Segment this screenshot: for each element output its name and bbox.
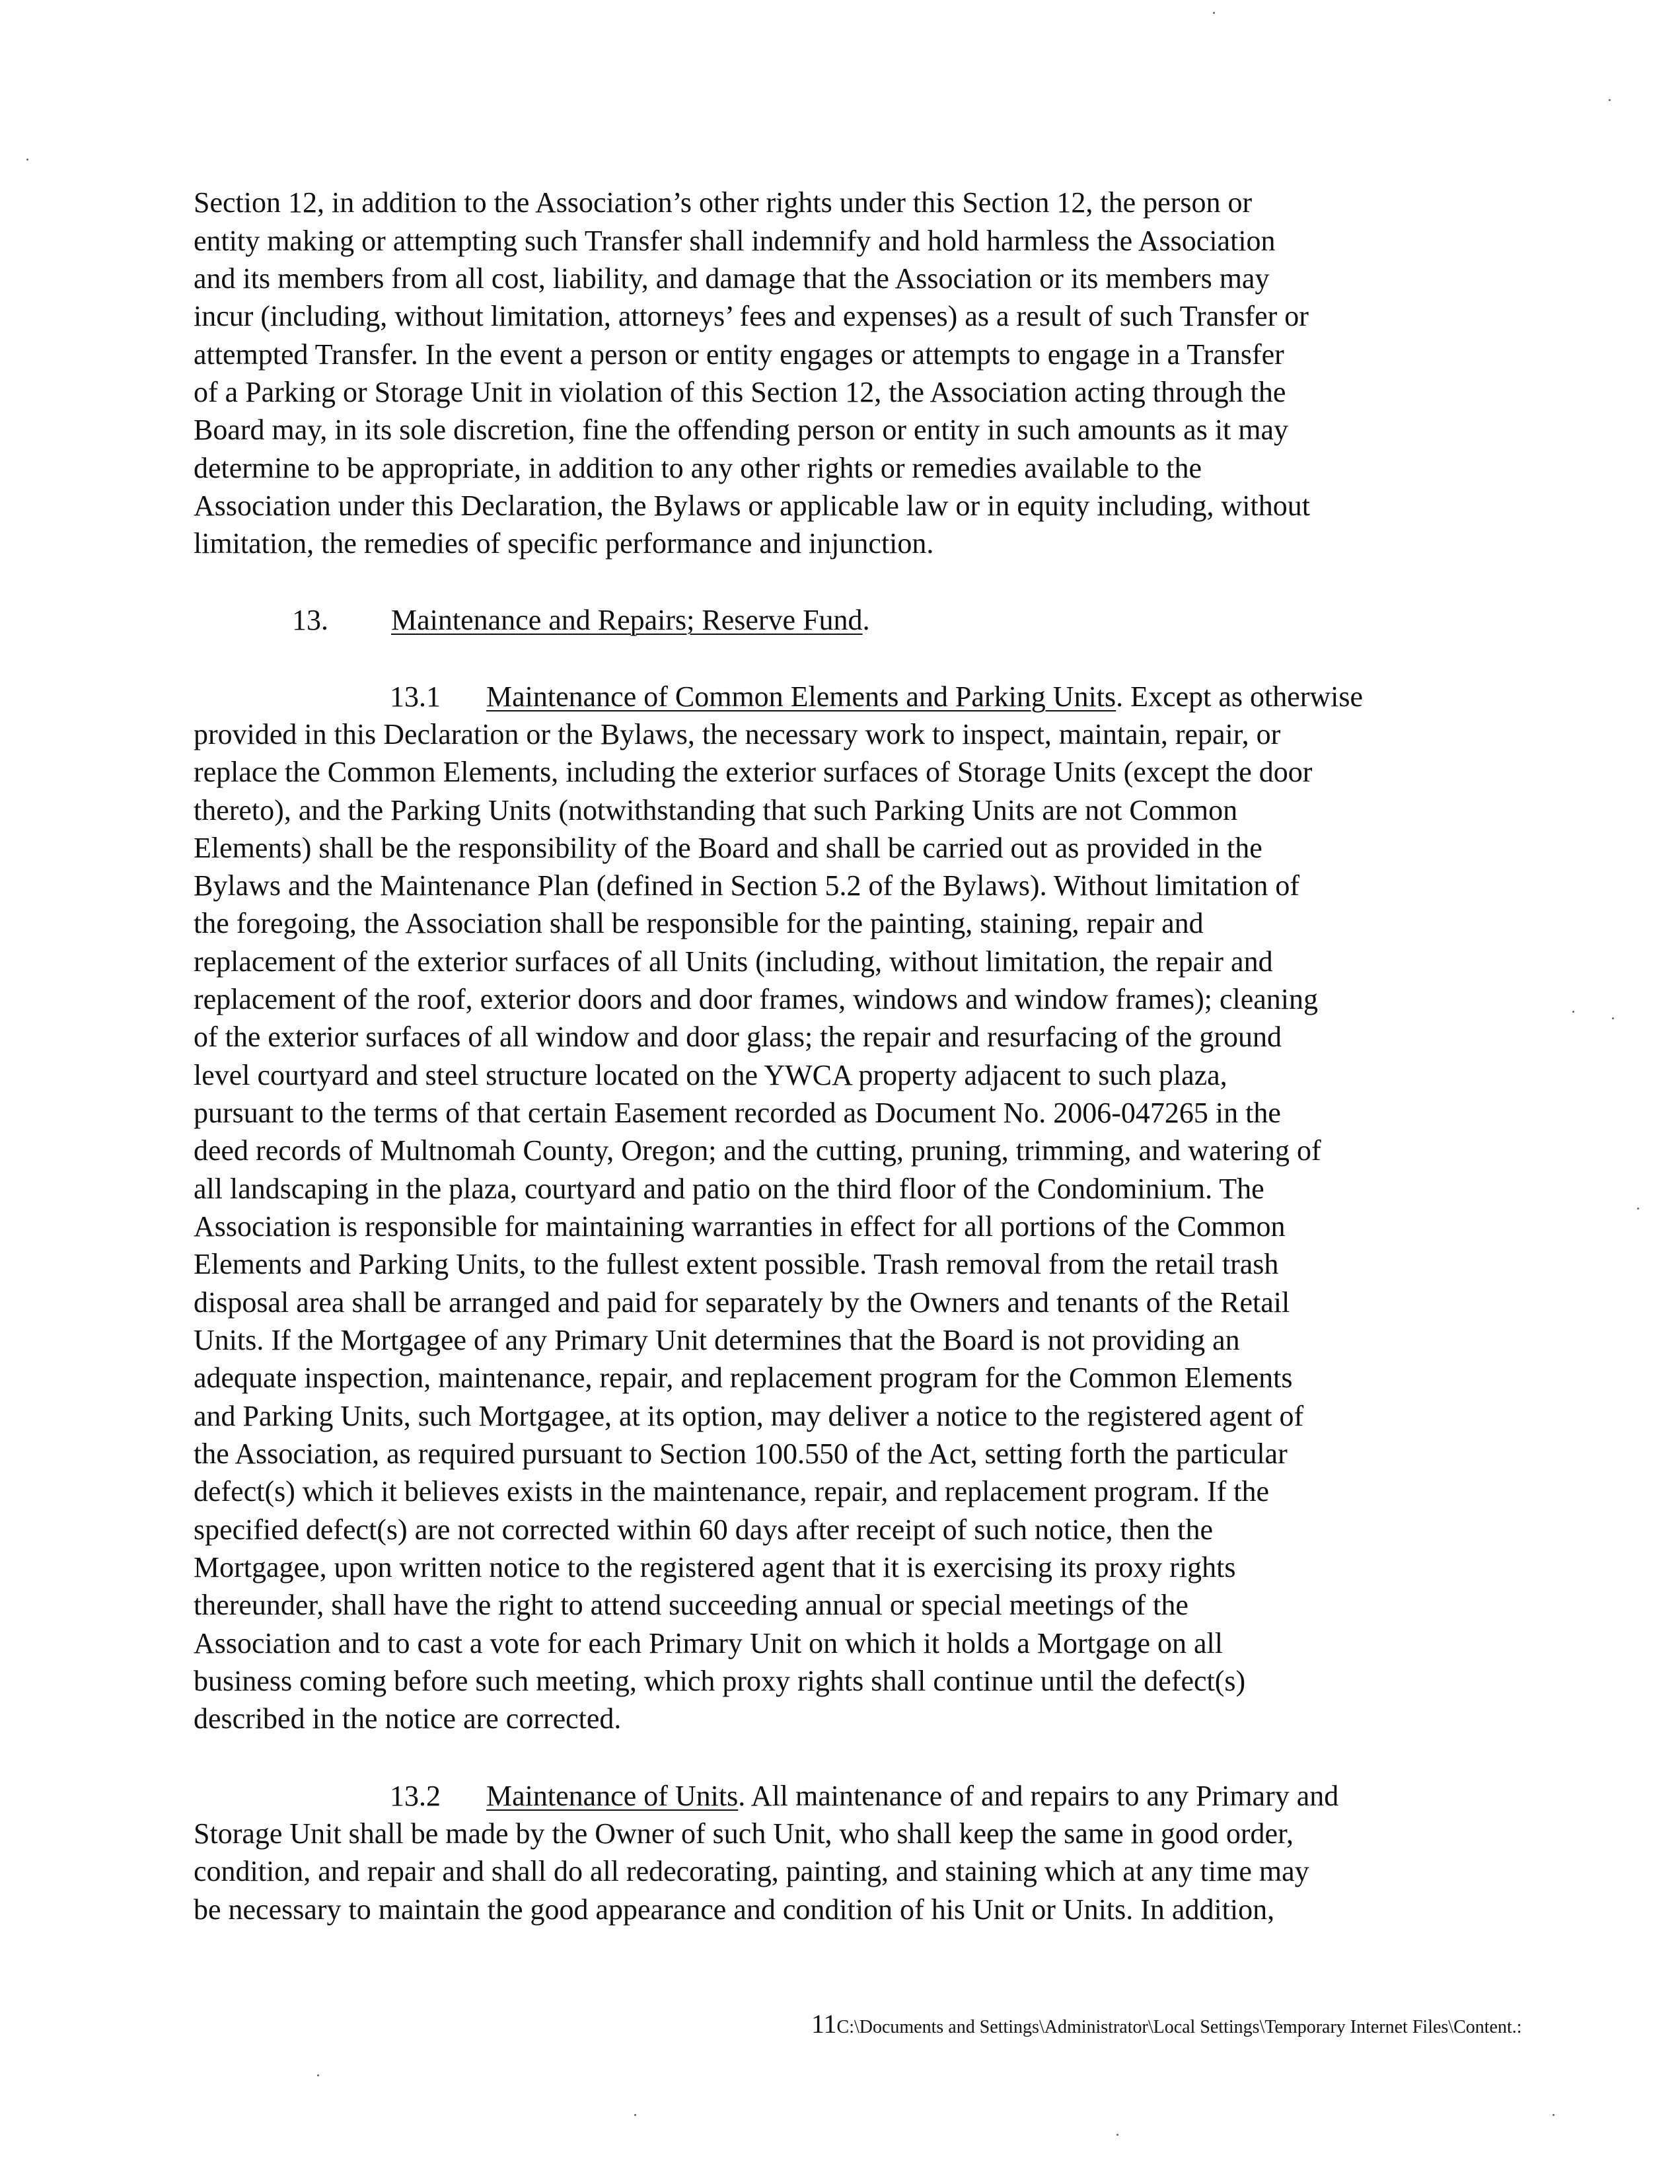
page-footer [811,2008,1522,2039]
text-line: the Association, as required pursuant to Section 100.550 of the Act, setting forth the particular [194,1438,1288,1470]
text-line: incur (including, without limitation, attorneys’ fees and expenses) as a result of such Transfer or [194,300,1309,332]
text-line: Storage Unit shall be made by the Owner of such Unit, who shall keep the same in good order, [194,1817,1294,1850]
scan-speck [1637,1208,1639,1210]
text-line: condition, and repair and shall do all redecorating, painting, and staining which at any time may [194,1855,1309,1887]
scan-speck [1552,2114,1554,2116]
text-line: described in the notice are corrected. [194,1702,622,1735]
text-line: Elements and Parking Units, to the fullest extent possible. Trash removal from the retail trash [194,1248,1279,1280]
text-line: pursuant to the terms of that certain Easement recorded as Document No. 2006-047265 in the [194,1097,1281,1129]
text-line: replacement of the exterior surfaces of all Units (including, without limitation, the repair and [194,945,1273,978]
text-line: business coming before such meeting, which proxy rights shall continue until the defect(s) [194,1665,1246,1697]
subsection-heading-line: 13.2 Maintenance of Units. All maintenance of and repairs to any Primary and [390,1777,1338,1815]
scan-speck [1213,12,1215,14]
text-line: disposal area shall be arranged and paid for separately by the Owners and tenants of the Retail [194,1286,1290,1319]
section-title: Maintenance and Repairs; Reserve Fund [391,604,863,636]
section-13-heading: 13. Maintenance and Repairs; Reserve Fund. [292,601,870,639]
subsection-number: 13.1 [390,680,441,713]
text-line: the foregoing, the Association shall be responsible for the painting, staining, repair and [194,907,1204,939]
subsection-title: Maintenance of Units [486,1780,739,1812]
text-line: Section 12, in addition to the Association’s other rights under this Section 12, the person or [194,186,1253,219]
scan-speck [1609,99,1611,101]
section-number: 13. [292,604,328,636]
text-line: replace the Common Elements, including the exterior surfaces of Storage Units (except the door [194,756,1313,788]
text-line: level courtyard and steel structure located on the YWCA property adjacent to such plaza, [194,1059,1227,1091]
text-line: Units. If the Mortgagee of any Primary Unit determines that the Board is not providing an [194,1324,1240,1356]
scan-speck [1572,1011,1574,1013]
text-line: of the exterior surfaces of all window and door glass; the repair and resurfacing of the ground [194,1021,1282,1053]
text-line: and its members from all cost, liability, and damage that the Association or its members may [194,262,1270,295]
scan-speck [1116,2134,1118,2136]
text-line: all landscaping in the plaza, courtyard and patio on the third floor of the Condominium. The [194,1173,1264,1205]
subsection-heading-line: 13.1 Maintenance of Common Elements and Parking Units. Except as otherwise [390,678,1363,716]
scan-speck [26,159,28,161]
text-line: Board may, in its sole discretion, fine the offending person or entity in such amounts as it may [194,414,1289,446]
text-line: provided in this Declaration or the Bylaws, the necessary work to inspect, maintain, repair, or [194,718,1281,750]
text-line: thereto), and the Parking Units (notwithstanding that such Parking Units are not Common [194,794,1238,826]
text-line: of a Parking or Storage Unit in violation of this Section 12, the Association acting through the [194,376,1286,408]
text-line: adequate inspection, maintenance, repair, and replacement program for the Common Elements [194,1362,1293,1394]
text-line: specified defect(s) are not corrected within 60 days after receipt of such notice, then the [194,1513,1213,1546]
subsection-number: 13.2 [390,1780,441,1812]
page-number: 11 [811,2009,837,2039]
text-line: Elements) shall be the responsibility of the Board and shall be carried out as provided in the [194,832,1262,864]
text-line: deed records of Multnomah County, Oregon; and the cutting, pruning, trimming, and watering of [194,1134,1321,1167]
text-line: be necessary to maintain the good appearance and condition of his Unit or Units. In addition, [194,1893,1275,1926]
text-line: Bylaws and the Maintenance Plan (defined in Section 5.2 of the Bylaws). Without limitation of [194,869,1299,902]
text-line: thereunder, shall have the right to attend succeeding annual or special meetings of the [194,1589,1188,1621]
text-line: and Parking Units, such Mortgagee, at its option, may deliver a notice to the registered agent of [194,1400,1304,1432]
scan-speck [317,2074,319,2076]
text-line: Association is responsible for maintaining warranties in effect for all portions of the Common [194,1210,1286,1243]
text-line: replacement of the roof, exterior doors and door frames, windows and window frames); cleaning [194,983,1318,1015]
subsection-title: Maintenance of Common Elements and Parking Units [486,680,1116,713]
text-line: attempted Transfer. In the event a person or entity engages or attempts to engage in a Transfer [194,338,1284,371]
scan-speck [634,2114,636,2116]
text-line: determine to be appropriate, in addition to any other rights or remedies available to the [194,452,1202,484]
text-line: limitation, the remedies of specific performance and injunction. [194,527,934,560]
text-line: defect(s) which it believes exists in the maintenance, repair, and replacement program. If the [194,1475,1269,1508]
text-line: Mortgagee, upon written notice to the registered agent that it is exercising its proxy rights [194,1551,1236,1583]
text-line: Association and to cast a vote for each Primary Unit on which it holds a Mortgage on all [194,1627,1223,1659]
text-line: Association under this Declaration, the Bylaws or applicable law or in equity including, without [194,490,1310,522]
file-path: C:\Documents and Settings\Administrator\Local Settings\Temporary Internet Files\Content.: [836,2017,1522,2037]
scan-speck [1612,1017,1614,1019]
text-line: entity making or attempting such Transfer shall indemnify and hold harmless the Association [194,225,1276,257]
